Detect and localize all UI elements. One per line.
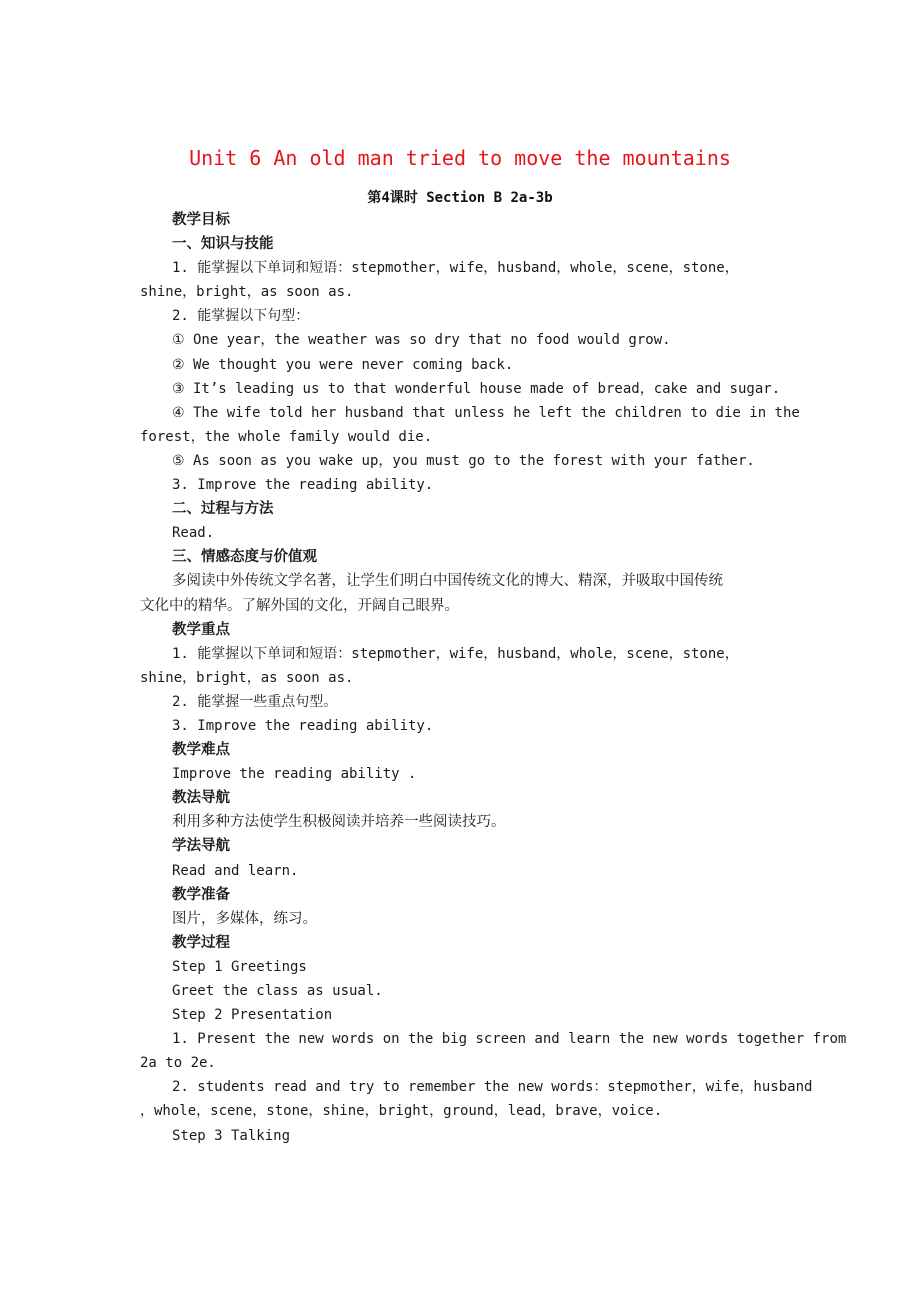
text-line: ③ It’s leading us to that wonderful house made of bread，cake and sugar. [172,380,781,397]
text-line: Step 2 Presentation [172,1007,333,1024]
text-line: Step 1 Greetings [172,958,307,975]
text-line: 3. Improve the reading ability. [172,717,434,734]
text-line: 图片，多媒体，练习。 [172,910,317,927]
text-line: Read. [172,525,215,542]
text-line: 2. 能掌握以下句型： [172,308,310,325]
section-heading: 三、情感态度与价值观 [172,549,317,566]
text-line: 多阅读中外传统文学名著，让学生们明白中国传统文化的博大、精深，并吸取中国传统 [172,573,723,590]
document-title: Unit 6 An old man tried to move the mountains [189,146,731,170]
text-line: ② We thought you were never coming back. [172,356,514,373]
text-line: Improve the reading ability . [172,766,417,783]
text-line: 利用多种方法使学生积极阅读并培养一些阅读技巧。 [172,814,506,831]
text-line: ④ The wife told her husband that unless he left the children to die in the [172,404,800,421]
text-line: Read and learn. [172,862,299,879]
section-heading: 一、知识与技能 [172,236,274,253]
text-line: ⑤ As soon as you wake up，you must go to the forest with your father. [172,452,755,469]
section-heading: 教学准备 [172,886,230,903]
text-line: 3. Improve the reading ability. [172,477,434,494]
section-heading: 二、过程与方法 [172,501,274,518]
text-line: shine，bright，as soon as. [140,669,354,686]
text-line: Step 3 Talking [172,1127,291,1144]
section-heading: 学法导航 [172,838,230,855]
section-heading: 教法导航 [172,790,230,807]
text-line: 2. 能掌握一些重点句型。 [172,693,338,710]
text-line: 2. students read and try to remember the new words：stepmother，wife，husband [172,1079,813,1096]
section-heading: 教学目标 [172,212,230,228]
document-body [140,208,847,1148]
text-line: ，whole，scene，stone，shine，bright，ground，lead，brave，voice. [140,1103,663,1120]
section-heading: 教学难点 [172,742,230,759]
text-line: 文化中的精华。了解外国的文化，开阔自己眼界。 [140,597,459,614]
text-line: 2a to 2e. [140,1055,216,1072]
section-heading: 教学重点 [172,621,230,638]
text-line: shine，bright，as soon as. [140,284,354,301]
text-line: forest，the whole family would die. [140,428,433,445]
text-line: 1. 能掌握以下单词和短语：stepmother，wife，husband，whole，scene，stone， [172,260,739,277]
text-line: ① One year，the weather was so dry that no food would grow. [172,332,671,349]
lesson-subtitle: 第4课时 Section B 2a-3b [367,190,553,206]
text-line: 1. 能掌握以下单词和短语：stepmother，wife，husband，whole，scene，stone， [172,645,739,662]
text-line: Greet the class as usual. [172,983,383,999]
section-heading: 教学过程 [172,934,230,951]
text-line: 1. Present the new words on the big screen and learn the new words together from [172,1031,847,1048]
